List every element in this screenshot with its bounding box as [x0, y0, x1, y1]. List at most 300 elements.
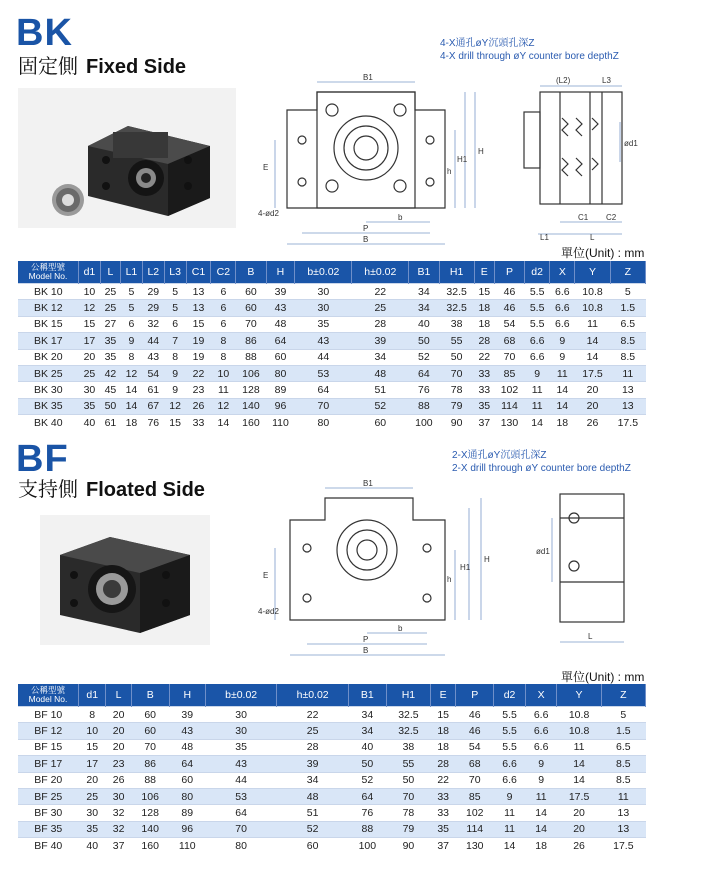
model-cell: BK 10: [18, 284, 79, 300]
table-cell: 6.6: [525, 349, 550, 365]
bf-header-model-cn: 公稱型號: [30, 685, 65, 695]
table-cell: 46: [494, 300, 524, 316]
table-row: [18, 772, 646, 788]
table-cell: 6: [211, 300, 236, 316]
bk-title-code: BK: [16, 12, 73, 54]
table-cell: 12: [164, 398, 186, 414]
table-cell: 6: [211, 316, 236, 332]
table-cell: 70: [494, 349, 524, 365]
table-cell: 20: [106, 739, 131, 755]
model-cell: BF 25: [18, 788, 79, 804]
table-cell: 11: [525, 398, 550, 414]
table-cell: 68: [456, 756, 494, 772]
table-cell: 28: [352, 316, 409, 332]
table-cell: 5.5: [525, 316, 550, 332]
table-row: [18, 707, 646, 723]
table-cell: 28: [277, 739, 349, 755]
table-cell: 33: [474, 382, 494, 398]
bf-header-col: P: [456, 684, 494, 707]
table-cell: 25: [100, 300, 120, 316]
table-cell: 6.6: [494, 756, 526, 772]
table-cell: 18: [474, 300, 494, 316]
table-cell: 13: [610, 398, 645, 414]
bf-dim-bb: B: [363, 646, 369, 655]
table-cell: 17: [79, 333, 101, 349]
table-cell: 20: [557, 805, 601, 821]
table-cell: 35: [205, 739, 277, 755]
bf-table-body: [18, 707, 646, 854]
table-cell: 11: [610, 365, 645, 381]
table-cell: 55: [386, 756, 430, 772]
table-cell: 12: [79, 300, 101, 316]
bk-dim-l3: L3: [602, 76, 611, 85]
table-cell: 10.8: [575, 300, 610, 316]
table-cell: 17: [79, 756, 106, 772]
table-cell: 5: [164, 300, 186, 316]
table-cell: 96: [169, 821, 205, 837]
bk-dim-h: h: [447, 167, 452, 176]
table-row: [18, 415, 646, 431]
table-cell: 9: [525, 772, 557, 788]
table-row: [18, 805, 646, 821]
table-cell: 11: [557, 739, 601, 755]
table-cell: 13: [186, 300, 211, 316]
table-cell: 128: [131, 805, 169, 821]
bk-dim-p: P: [363, 224, 369, 233]
table-cell: 18: [121, 415, 143, 431]
bf-dim-b1: B1: [363, 479, 373, 488]
bf-dim-e: E: [263, 571, 269, 580]
model-cell: BK 12: [18, 300, 79, 316]
table-row: [18, 788, 646, 804]
table-cell: 5: [121, 284, 143, 300]
bf-title-en: Floated Side: [86, 479, 205, 501]
table-cell: 100: [409, 415, 439, 431]
table-row: [18, 821, 646, 837]
bk-spec-table: [18, 261, 646, 431]
bf-unit-label: 單位(Unit) : mm: [561, 670, 645, 684]
table-cell: 19: [186, 333, 211, 349]
bf-title-cn: 支持側: [18, 479, 78, 501]
bk-note-cn: 4-X通孔øY沉頭孔深Z: [440, 38, 535, 49]
bk-header-col: H: [266, 261, 295, 284]
table-cell: 46: [456, 723, 494, 739]
table-cell: 20: [106, 707, 131, 723]
table-cell: 5.5: [525, 300, 550, 316]
table-cell: 11: [525, 788, 557, 804]
model-cell: BF 40: [18, 838, 79, 854]
table-cell: 130: [494, 415, 524, 431]
table-cell: 10: [79, 723, 106, 739]
table-cell: 5.5: [525, 284, 550, 300]
table-cell: 14: [121, 398, 143, 414]
bf-header-col: B1: [348, 684, 386, 707]
bk-header-col: L1: [121, 261, 143, 284]
table-cell: 32: [142, 316, 164, 332]
bf-dim-d2: 4-ød2: [258, 607, 279, 616]
table-cell: 70: [456, 772, 494, 788]
bk-front-drawing: [255, 70, 505, 255]
table-cell: 22: [474, 349, 494, 365]
table-cell: 29: [142, 300, 164, 316]
bf-note-cn: 2-X通孔øY沉頭孔深Z: [452, 450, 547, 461]
bk-dim-c1: C1: [578, 213, 589, 222]
table-cell: 27: [100, 316, 120, 332]
table-cell: 37: [474, 415, 494, 431]
model-cell: BK 40: [18, 415, 79, 431]
table-cell: 76: [142, 415, 164, 431]
table-cell: 6.6: [525, 723, 557, 739]
table-cell: 32.5: [386, 723, 430, 739]
table-cell: 50: [439, 349, 474, 365]
table-cell: 44: [205, 772, 277, 788]
table-cell: 70: [131, 739, 169, 755]
bk-header-col: h±0.02: [352, 261, 409, 284]
table-cell: 23: [106, 756, 131, 772]
table-cell: 9: [164, 382, 186, 398]
table-cell: 110: [169, 838, 205, 854]
bk-dim-bb: B: [363, 235, 369, 244]
table-cell: 64: [169, 756, 205, 772]
table-cell: 160: [236, 415, 266, 431]
table-cell: 100: [348, 838, 386, 854]
bf-dim-p: P: [363, 635, 369, 644]
table-cell: 25: [352, 300, 409, 316]
table-cell: 13: [601, 821, 645, 837]
table-cell: 6.6: [550, 300, 575, 316]
table-cell: 88: [409, 398, 439, 414]
table-cell: 30: [205, 707, 277, 723]
table-cell: 60: [277, 838, 349, 854]
table-cell: 20: [79, 772, 106, 788]
table-cell: 70: [386, 788, 430, 804]
table-cell: 43: [266, 300, 295, 316]
table-cell: 78: [386, 805, 430, 821]
table-cell: 25: [79, 788, 106, 804]
table-cell: 8: [211, 349, 236, 365]
table-cell: 8.5: [601, 772, 645, 788]
bk-header-col: P: [494, 261, 524, 284]
bk-table-header-row: [18, 261, 646, 284]
table-cell: 25: [100, 284, 120, 300]
table-cell: 6.6: [550, 284, 575, 300]
table-row: [18, 398, 646, 414]
bf-product-photo: [40, 515, 210, 645]
table-cell: 78: [439, 382, 474, 398]
table-cell: 64: [205, 805, 277, 821]
table-cell: 35: [79, 821, 106, 837]
bk-dim-l1: L1: [540, 233, 549, 242]
table-cell: 22: [352, 284, 409, 300]
bf-header-col: d2: [494, 684, 526, 707]
table-cell: 76: [348, 805, 386, 821]
table-cell: 38: [439, 316, 474, 332]
bk-title-en: Fixed Side: [86, 56, 187, 78]
table-row: [18, 316, 646, 332]
table-cell: 23: [186, 382, 211, 398]
table-cell: 12: [121, 365, 143, 381]
table-cell: 20: [575, 398, 610, 414]
table-cell: 10.8: [557, 723, 601, 739]
table-cell: 52: [352, 398, 409, 414]
table-cell: 5.5: [494, 707, 526, 723]
table-cell: 34: [348, 723, 386, 739]
table-cell: 89: [169, 805, 205, 821]
table-row: [18, 838, 646, 854]
table-cell: 17.5: [557, 788, 601, 804]
bf-dim-d1: ød1: [536, 547, 550, 556]
table-cell: 39: [266, 284, 295, 300]
table-row: [18, 284, 646, 300]
table-cell: 5: [601, 707, 645, 723]
model-cell: BF 17: [18, 756, 79, 772]
table-cell: 5: [610, 284, 645, 300]
table-cell: 15: [79, 316, 101, 332]
table-cell: 15: [431, 707, 456, 723]
bf-header-col: X: [525, 684, 557, 707]
table-cell: 60: [266, 349, 295, 365]
table-cell: 51: [352, 382, 409, 398]
model-cell: BF 10: [18, 707, 79, 723]
table-cell: 35: [79, 398, 101, 414]
table-cell: 15: [186, 316, 211, 332]
bk-unit-label: 單位(Unit) : mm: [561, 246, 645, 260]
table-cell: 50: [409, 333, 439, 349]
table-cell: 5.5: [494, 739, 526, 755]
table-row: [18, 723, 646, 739]
table-cell: 22: [431, 772, 456, 788]
bk-header-col: d2: [525, 261, 550, 284]
table-cell: 35: [431, 821, 456, 837]
model-cell: BK 15: [18, 316, 79, 332]
table-cell: 70: [295, 398, 352, 414]
table-cell: 10: [211, 365, 236, 381]
table-cell: 52: [277, 821, 349, 837]
table-cell: 14: [525, 415, 550, 431]
table-cell: 5.5: [494, 723, 526, 739]
table-cell: 25: [277, 723, 349, 739]
table-cell: 14: [550, 382, 575, 398]
table-cell: 60: [131, 723, 169, 739]
bf-spec-table: [18, 684, 646, 854]
table-cell: 43: [142, 349, 164, 365]
table-cell: 25: [79, 365, 101, 381]
bk-side-drawing: [510, 72, 650, 242]
table-cell: 34: [277, 772, 349, 788]
bf-header-col: L: [106, 684, 131, 707]
table-cell: 64: [266, 333, 295, 349]
table-cell: 35: [100, 333, 120, 349]
table-cell: 48: [266, 316, 295, 332]
table-cell: 19: [186, 349, 211, 365]
table-cell: 85: [494, 365, 524, 381]
table-cell: 8: [79, 707, 106, 723]
table-cell: 85: [456, 788, 494, 804]
table-cell: 140: [131, 821, 169, 837]
table-cell: 9: [164, 365, 186, 381]
table-cell: 6.6: [494, 772, 526, 788]
bk-header-col: L2: [142, 261, 164, 284]
table-cell: 39: [352, 333, 409, 349]
table-cell: 26: [575, 415, 610, 431]
table-row: [18, 739, 646, 755]
table-cell: 30: [106, 788, 131, 804]
bk-header-col: C2: [211, 261, 236, 284]
table-cell: 64: [409, 365, 439, 381]
model-cell: BK 25: [18, 365, 79, 381]
table-cell: 1.5: [601, 723, 645, 739]
table-cell: 8: [164, 349, 186, 365]
table-cell: 67: [142, 398, 164, 414]
model-cell: BK 17: [18, 333, 79, 349]
model-cell: BF 35: [18, 821, 79, 837]
table-cell: 7: [164, 333, 186, 349]
table-cell: 79: [386, 821, 430, 837]
table-cell: 33: [186, 415, 211, 431]
bf-note-en: 2-X drill through øY counter bore depthZ: [452, 463, 631, 474]
bk-header-col: E: [474, 261, 494, 284]
table-cell: 35: [295, 316, 352, 332]
table-cell: 8.5: [610, 349, 645, 365]
table-cell: 40: [348, 739, 386, 755]
table-cell: 89: [266, 382, 295, 398]
bf-header-col: E: [431, 684, 456, 707]
table-cell: 10: [79, 284, 101, 300]
table-cell: 18: [431, 723, 456, 739]
bk-note-en: 4-X drill through øY counter bore depthZ: [440, 51, 619, 62]
table-cell: 29: [142, 284, 164, 300]
table-cell: 40: [79, 415, 101, 431]
table-cell: 20: [106, 723, 131, 739]
table-cell: 28: [474, 333, 494, 349]
table-cell: 102: [494, 382, 524, 398]
bf-header-col: h±0.02: [277, 684, 349, 707]
table-cell: 13: [186, 284, 211, 300]
table-cell: 18: [550, 415, 575, 431]
table-cell: 20: [557, 821, 601, 837]
table-row: [18, 349, 646, 365]
table-cell: 6: [211, 284, 236, 300]
table-cell: 43: [295, 333, 352, 349]
bk-header-model-cn: 公稱型號: [30, 262, 65, 272]
bf-subtitle: [18, 480, 205, 500]
table-cell: 17.5: [610, 415, 645, 431]
table-cell: 45: [100, 382, 120, 398]
table-cell: 80: [205, 838, 277, 854]
table-cell: 70: [439, 365, 474, 381]
table-cell: 51: [277, 805, 349, 821]
bf-dim-hh: H: [484, 555, 490, 564]
table-cell: 1.5: [610, 300, 645, 316]
table-cell: 60: [131, 707, 169, 723]
table-cell: 64: [295, 382, 352, 398]
table-cell: 11: [601, 788, 645, 804]
table-cell: 9: [550, 333, 575, 349]
table-cell: 48: [352, 365, 409, 381]
table-cell: 6: [164, 316, 186, 332]
table-cell: 9: [525, 756, 557, 772]
table-cell: 30: [79, 382, 101, 398]
table-cell: 8.5: [610, 333, 645, 349]
bk-header-model-en: Model No.: [28, 271, 68, 281]
table-cell: 26: [186, 398, 211, 414]
bf-header-col: B: [131, 684, 169, 707]
table-cell: 50: [386, 772, 430, 788]
bk-dim-d1: ød1: [624, 139, 638, 148]
table-cell: 80: [169, 788, 205, 804]
table-cell: 8.5: [601, 756, 645, 772]
table-row: [18, 365, 646, 381]
bk-dim-hh: H: [478, 147, 484, 156]
bf-header-col: Z: [601, 684, 645, 707]
table-cell: 60: [236, 300, 266, 316]
table-cell: 43: [169, 723, 205, 739]
table-cell: 46: [494, 284, 524, 300]
table-cell: 88: [348, 821, 386, 837]
table-cell: 32.5: [439, 300, 474, 316]
table-cell: 33: [474, 365, 494, 381]
bf-dim-h: h: [447, 575, 452, 584]
table-cell: 20: [575, 382, 610, 398]
bk-table-body: [18, 284, 646, 431]
table-cell: 13: [601, 805, 645, 821]
table-cell: 70: [205, 821, 277, 837]
table-cell: 130: [456, 838, 494, 854]
table-cell: 50: [348, 756, 386, 772]
table-cell: 9: [525, 365, 550, 381]
table-cell: 32: [106, 821, 131, 837]
bk-header-col: L: [100, 261, 120, 284]
table-cell: 11: [550, 365, 575, 381]
table-cell: 48: [169, 739, 205, 755]
table-cell: 30: [79, 805, 106, 821]
table-cell: 52: [409, 349, 439, 365]
table-row: [18, 382, 646, 398]
bf-side-drawing: [530, 482, 650, 657]
table-cell: 40: [409, 316, 439, 332]
table-cell: 6.6: [550, 316, 575, 332]
bk-header-col: Y: [575, 261, 610, 284]
table-cell: 34: [409, 300, 439, 316]
table-cell: 39: [169, 707, 205, 723]
table-cell: 54: [456, 739, 494, 755]
table-cell: 30: [205, 723, 277, 739]
bf-table-header-row: [18, 684, 646, 707]
table-cell: 11: [494, 821, 526, 837]
bk-header-col: H1: [439, 261, 474, 284]
table-row: [18, 333, 646, 349]
table-cell: 22: [277, 707, 349, 723]
table-cell: 11: [525, 382, 550, 398]
table-cell: 55: [439, 333, 474, 349]
bf-dim-b: b: [398, 624, 403, 633]
table-cell: 6.5: [601, 739, 645, 755]
table-cell: 14: [557, 772, 601, 788]
bk-header-col: L3: [164, 261, 186, 284]
table-cell: 96: [266, 398, 295, 414]
table-cell: 106: [236, 365, 266, 381]
model-cell: BK 20: [18, 349, 79, 365]
table-cell: 68: [494, 333, 524, 349]
table-cell: 20: [79, 349, 101, 365]
table-cell: 9: [550, 349, 575, 365]
table-cell: 10.8: [557, 707, 601, 723]
bk-header-model: [18, 261, 79, 284]
table-cell: 13: [610, 382, 645, 398]
table-cell: 50: [100, 398, 120, 414]
bf-dim-l: L: [588, 632, 593, 641]
table-cell: 15: [79, 739, 106, 755]
